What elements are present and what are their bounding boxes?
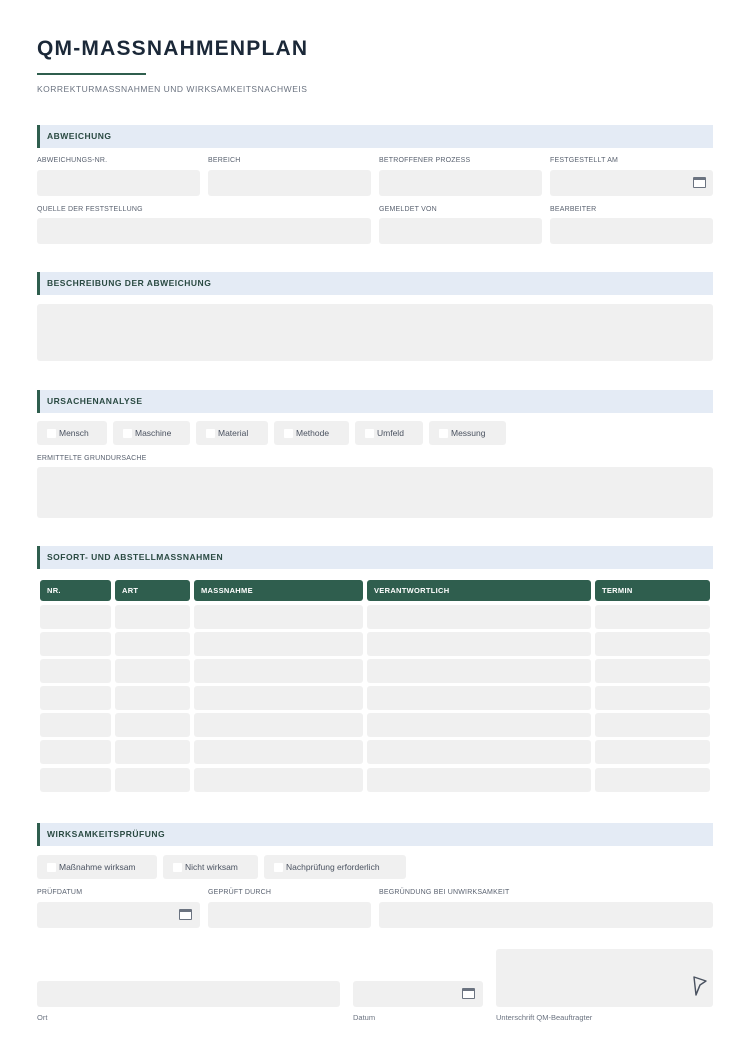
table-cell-nr[interactable] [40, 686, 111, 710]
table-header-verantwortlich [367, 580, 591, 601]
grundursache-textarea[interactable] [37, 467, 713, 518]
abweichungs-nr-field[interactable] [37, 170, 200, 196]
table-cell-verantwortlich[interactable] [367, 659, 591, 683]
checkbox-label: Maßnahme wirksam [59, 862, 136, 872]
checkbox-box[interactable] [173, 863, 182, 872]
column-header: NR. [47, 586, 61, 595]
table-cell-termin[interactable] [595, 713, 710, 737]
section-massnahmen-heading: SOFORT- UND ABSTELLMASSNAHMEN [47, 552, 224, 562]
label-gemeldet-von: GEMELDET VON [379, 206, 437, 213]
datum-field[interactable] [353, 981, 483, 1007]
column-header: MASSNAHME [201, 586, 253, 595]
checkbox-label: Maschine [135, 428, 172, 438]
pen-icon [693, 976, 707, 996]
table-cell-nr[interactable] [40, 659, 111, 683]
table-cell-massnahme[interactable] [194, 713, 363, 737]
label-datum: Datum [353, 1013, 376, 1022]
table-cell-massnahme[interactable] [194, 632, 363, 656]
table-header-termin [595, 580, 710, 601]
table-cell-massnahme[interactable] [194, 768, 363, 792]
table-cell-nr[interactable] [40, 740, 111, 764]
begruendung-field[interactable] [379, 902, 713, 928]
checkbox-label: Material [218, 428, 249, 438]
table-cell-nr[interactable] [40, 632, 111, 656]
checkbox-material[interactable] [196, 421, 268, 445]
calendar-icon[interactable] [462, 988, 475, 999]
checkbox-label: Methode [296, 428, 330, 438]
checkbox-umfeld[interactable] [355, 421, 423, 445]
table-cell-art[interactable] [115, 713, 190, 737]
checkbox-label: Messung [451, 428, 486, 438]
section-beschreibung [37, 272, 713, 295]
section-abweichung-heading: ABWEICHUNG [47, 131, 112, 141]
label-abweichungs-nr: ABWEICHUNGS-NR. [37, 157, 108, 164]
table-cell-art[interactable] [115, 768, 190, 792]
checkbox-nicht-wirksam[interactable] [163, 855, 258, 879]
geprueft-durch-field[interactable] [208, 902, 371, 928]
table-cell-art[interactable] [115, 659, 190, 683]
label-bearbeiter: BEARBEITER [550, 206, 597, 213]
checkbox-box[interactable] [439, 429, 448, 438]
checkbox-label: Umfeld [377, 428, 404, 438]
title-underline [37, 73, 146, 75]
table-cell-termin[interactable] [595, 605, 710, 629]
ort-field[interactable] [37, 981, 340, 1007]
calendar-icon[interactable] [693, 177, 706, 188]
table-cell-nr[interactable] [40, 713, 111, 737]
table-cell-verantwortlich[interactable] [367, 713, 591, 737]
table-cell-art[interactable] [115, 605, 190, 629]
label-quelle-der-feststellung: QUELLE DER FESTSTELLUNG [37, 206, 143, 213]
table-cell-massnahme[interactable] [194, 740, 363, 764]
table-header-art [115, 580, 190, 601]
checkbox-box[interactable] [206, 429, 215, 438]
column-header: VERANTWORTLICH [374, 586, 450, 595]
checkbox-label: Mensch [59, 428, 89, 438]
table-header-nr [40, 580, 111, 601]
table-cell-verantwortlich[interactable] [367, 740, 591, 764]
checkbox-box[interactable] [47, 863, 56, 872]
label-pruefdatum: PRÜFDATUM [37, 889, 83, 896]
section-ursachenanalyse [37, 390, 713, 413]
column-header: ART [122, 586, 139, 595]
bereich-field[interactable] [208, 170, 371, 196]
table-cell-termin[interactable] [595, 686, 710, 710]
checkbox-massnahme-wirksam[interactable] [37, 855, 157, 879]
table-cell-verantwortlich[interactable] [367, 768, 591, 792]
checkbox-label: Nachprüfung erforderlich [286, 862, 380, 872]
table-header-massnahme [194, 580, 363, 601]
table-cell-massnahme[interactable] [194, 659, 363, 683]
table-cell-verantwortlich[interactable] [367, 605, 591, 629]
section-ursachenanalyse-heading: URSACHENANALYSE [47, 396, 143, 406]
label-bereich: BEREICH [208, 157, 241, 164]
table-cell-termin[interactable] [595, 768, 710, 792]
checkbox-nachpruefung-erforderlich[interactable] [264, 855, 406, 879]
beschreibung-textarea[interactable] [37, 304, 713, 361]
label-festgestellt-am: FESTGESTELLT AM [550, 157, 619, 164]
checkbox-methode[interactable] [274, 421, 349, 445]
table-cell-nr[interactable] [40, 768, 111, 792]
page-subtitle: KORREKTURMASSNAHMEN UND WIRKSAMKEITSNACHWEIS [37, 84, 308, 94]
table-cell-termin[interactable] [595, 659, 710, 683]
festgestellt-am-field[interactable] [550, 170, 713, 196]
bearbeiter-field[interactable] [550, 218, 713, 244]
checkbox-box[interactable] [47, 429, 56, 438]
pruefdatum-field[interactable] [37, 902, 200, 928]
label-betroffener-prozess: BETROFFENER PROZESS [379, 157, 471, 164]
table-cell-verantwortlich[interactable] [367, 686, 591, 710]
label-unterschrift: Unterschrift QM-Beauftragter [496, 1013, 593, 1022]
table-cell-massnahme[interactable] [194, 686, 363, 710]
label-ort: Ort [37, 1013, 48, 1022]
section-abweichung [37, 125, 713, 148]
section-wirksamkeit [37, 823, 713, 846]
page-title: QM-MASSNAHMENPLAN [37, 37, 309, 60]
label-geprueft-durch: GEPRÜFT DURCH [208, 889, 272, 896]
checkbox-box[interactable] [274, 863, 283, 872]
section-wirksamkeit-heading: WIRKSAMKEITSPRÜFUNG [47, 829, 166, 839]
checkbox-box[interactable] [284, 429, 293, 438]
label-begruendung: BEGRÜNDUNG BEI UNWIRKSAMKEIT [379, 889, 510, 896]
table-cell-termin[interactable] [595, 632, 710, 656]
table-cell-massnahme[interactable] [194, 605, 363, 629]
checkbox-box[interactable] [365, 429, 374, 438]
label-ermittelte-grundursache: ERMITTELTE GRUNDURSACHE [37, 455, 147, 462]
table-cell-verantwortlich[interactable] [367, 632, 591, 656]
gemeldet-von-field[interactable] [379, 218, 542, 244]
table-cell-art[interactable] [115, 740, 190, 764]
checkbox-messung[interactable] [429, 421, 506, 445]
calendar-icon[interactable] [179, 909, 192, 920]
checkbox-mensch[interactable] [37, 421, 107, 445]
checkbox-label: Nicht wirksam [185, 862, 238, 872]
table-cell-nr[interactable] [40, 605, 111, 629]
table-cell-art[interactable] [115, 686, 190, 710]
section-beschreibung-heading: BESCHREIBUNG DER ABWEICHUNG [47, 278, 212, 288]
signature-field[interactable] [496, 949, 713, 1007]
betroffener-prozess-field[interactable] [379, 170, 542, 196]
checkbox-maschine[interactable] [113, 421, 190, 445]
section-massnahmen [37, 546, 713, 569]
table-cell-termin[interactable] [595, 740, 710, 764]
column-header: TERMIN [602, 586, 633, 595]
checkbox-box[interactable] [123, 429, 132, 438]
quelle-der-feststellung-field[interactable] [37, 218, 371, 244]
table-cell-art[interactable] [115, 632, 190, 656]
